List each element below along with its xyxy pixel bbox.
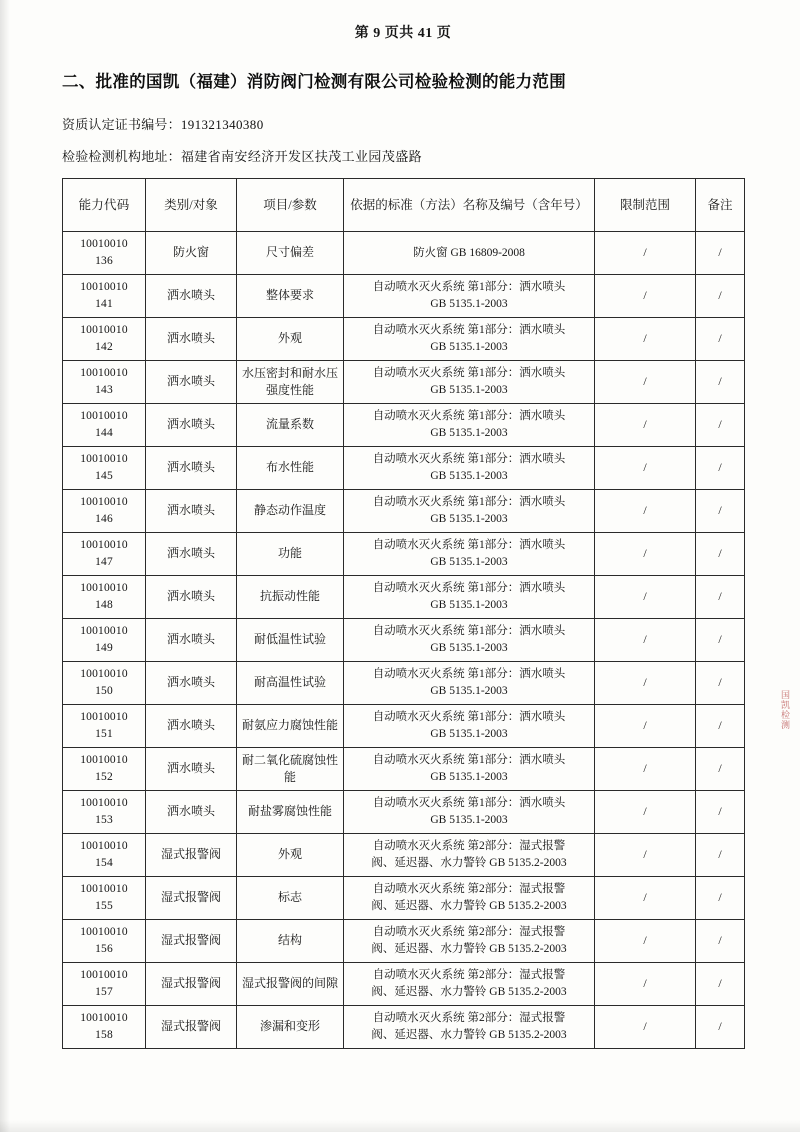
standard-line-2: GB 5135.1-2003 [430, 814, 508, 826]
standard-line-2: 阀、延迟器、水力警铃 GB 5135.2-2003 [371, 1029, 567, 1041]
cell-category: 洒水喷头 [146, 318, 237, 361]
code-line-1: 10010010 [80, 754, 128, 767]
page-header: 第 9 页共 41 页 [354, 26, 452, 41]
column-header-limit: 限制范围 [595, 179, 696, 232]
meta-certificate-number-label: 资质认定证书编号： [62, 117, 181, 132]
meta-address-value: 福建省南安经济开发区扶茂工业园茂盛路 [180, 149, 423, 164]
cell-item: 静态动作温度 [237, 490, 344, 533]
table-row [63, 533, 745, 576]
cell-category: 洒水喷头 [146, 705, 237, 748]
cell-note: / [696, 533, 745, 576]
cell-standard [344, 1006, 595, 1049]
standard-line-1: 自动喷水灭火系统 第1部分：洒水喷头 [372, 797, 566, 810]
code-line-1: 10010010 [80, 625, 128, 638]
cell-code [63, 963, 146, 1006]
column-header-category: 类别/对象 [146, 179, 237, 232]
table-row [63, 318, 745, 361]
standard-line-2: 阀、延迟器、水力警铃 GB 5135.2-2003 [371, 986, 567, 998]
cell-limit: / [595, 361, 696, 404]
code-line-1: 10010010 [80, 926, 128, 939]
cell-limit: / [595, 447, 696, 490]
code-line-1: 10010010 [80, 582, 128, 595]
cell-code [63, 232, 146, 275]
standard-line-2: GB 5135.1-2003 [430, 771, 508, 783]
cell-code [63, 791, 146, 834]
column-header-standard: 依据的标准（方法）名称及编号（含年号） [344, 179, 595, 232]
code-line-2: 149 [95, 642, 113, 654]
standard-line-2: 阀、延迟器、水力警铃 GB 5135.2-2003 [371, 943, 567, 955]
cell-standard [344, 490, 595, 533]
table-row [63, 877, 745, 920]
cell-code [63, 1006, 146, 1049]
cell-category: 湿式报警阀 [146, 834, 237, 877]
cell-limit: / [595, 533, 696, 576]
cell-category: 洒水喷头 [146, 662, 237, 705]
code-line-1: 10010010 [80, 668, 128, 681]
cell-limit: / [595, 490, 696, 533]
cell-limit: / [595, 404, 696, 447]
cell-category: 洒水喷头 [146, 619, 237, 662]
cell-code [63, 619, 146, 662]
standard-line-1: 自动喷水灭火系统 第1部分：洒水喷头 [372, 711, 566, 724]
cell-note: / [696, 576, 745, 619]
cell-category: 洒水喷头 [146, 490, 237, 533]
cell-limit: / [595, 232, 696, 275]
standard-line-1: 自动喷水灭火系统 第1部分：洒水喷头 [372, 668, 566, 681]
code-line-1: 10010010 [80, 797, 128, 810]
standard-line-2: GB 5135.1-2003 [430, 298, 508, 310]
cell-note: / [696, 361, 745, 404]
cell-standard [344, 404, 595, 447]
code-line-2: 143 [95, 384, 113, 396]
cell-limit: / [595, 705, 696, 748]
cell-note: / [696, 1006, 745, 1049]
cell-code [63, 404, 146, 447]
table-row [63, 619, 745, 662]
cell-category: 洒水喷头 [146, 361, 237, 404]
cell-standard [344, 748, 595, 791]
standard-line-2: GB 5135.1-2003 [430, 470, 508, 482]
code-line-2: 141 [95, 298, 113, 310]
code-line-1: 10010010 [80, 883, 128, 896]
cell-limit: / [595, 748, 696, 791]
code-line-1: 10010010 [80, 969, 128, 982]
code-line-1: 10010010 [80, 410, 128, 423]
table-row [63, 576, 745, 619]
meta-address [62, 146, 744, 165]
standard-line-2: GB 5135.1-2003 [430, 728, 508, 740]
cell-code [63, 533, 146, 576]
table-header-row [63, 179, 745, 232]
cell-limit: / [595, 576, 696, 619]
cell-category: 洒水喷头 [146, 791, 237, 834]
code-line-2: 151 [95, 728, 113, 740]
cell-category: 洒水喷头 [146, 447, 237, 490]
cell-standard [344, 576, 595, 619]
cell-note: / [696, 619, 745, 662]
cell-limit: / [595, 920, 696, 963]
cell-code [63, 447, 146, 490]
code-line-2: 156 [95, 943, 113, 955]
cell-standard [344, 361, 595, 404]
cell-item: 尺寸偏差 [237, 232, 344, 275]
table-row [63, 834, 745, 877]
cell-item: 外观 [237, 318, 344, 361]
meta-address-label: 检验检测机构地址： [62, 149, 181, 164]
code-line-2: 144 [95, 427, 113, 439]
side-stamp-text: 国凯检测 [780, 690, 790, 730]
table-row [63, 748, 745, 791]
table-row [63, 232, 745, 275]
code-line-1: 10010010 [80, 539, 128, 552]
standard-line-1: 自动喷水灭火系统 第2部分：湿式报警 [372, 883, 566, 896]
standard-line-2: GB 5135.1-2003 [430, 427, 508, 439]
cell-category: 洒水喷头 [146, 576, 237, 619]
table-row [63, 963, 745, 1006]
column-header-code: 能力代码 [63, 179, 146, 232]
cell-limit: / [595, 619, 696, 662]
code-line-2: 157 [95, 986, 113, 998]
cell-item: 耐盐雾腐蚀性能 [237, 791, 344, 834]
cell-category: 洒水喷头 [146, 748, 237, 791]
cell-standard [344, 275, 595, 318]
code-line-1: 10010010 [80, 1012, 128, 1025]
standard-line-1: 自动喷水灭火系统 第1部分：洒水喷头 [372, 410, 566, 423]
page-edge-shadow-left [0, 0, 10, 1132]
standard-line-1: 自动喷水灭火系统 第1部分：洒水喷头 [372, 324, 566, 337]
code-line-1: 10010010 [80, 453, 128, 466]
standard-line-2: GB 5135.1-2003 [430, 599, 508, 611]
standard-line-1: 自动喷水灭火系统 第1部分：洒水喷头 [372, 539, 566, 552]
cell-limit: / [595, 275, 696, 318]
code-line-2: 148 [95, 599, 113, 611]
cell-category: 湿式报警阀 [146, 963, 237, 1006]
cell-limit: / [595, 877, 696, 920]
code-line-2: 155 [95, 900, 113, 912]
standard-line-2: 阀、延迟器、水力警铃 GB 5135.2-2003 [371, 857, 567, 869]
table-row [63, 662, 745, 705]
cell-standard [344, 920, 595, 963]
code-line-1: 10010010 [80, 367, 128, 380]
standard-line-1: 自动喷水灭火系统 第2部分：湿式报警 [372, 840, 566, 853]
cell-item: 整体要求 [237, 275, 344, 318]
table-row [63, 920, 745, 963]
table-row [63, 490, 745, 533]
cell-code [63, 361, 146, 404]
standard-line-1: 自动喷水灭火系统 第2部分：湿式报警 [372, 1012, 566, 1025]
cell-code [63, 275, 146, 318]
table-row [63, 705, 745, 748]
cell-standard [344, 705, 595, 748]
code-line-1: 10010010 [80, 840, 128, 853]
table-row [63, 361, 745, 404]
code-line-2: 152 [95, 771, 113, 783]
standard-line-1: 自动喷水灭火系统 第2部分：湿式报警 [372, 926, 566, 939]
cell-standard [344, 447, 595, 490]
cell-code [63, 748, 146, 791]
standard-line-2: 阀、延迟器、水力警铃 GB 5135.2-2003 [371, 900, 567, 912]
cell-category: 湿式报警阀 [146, 920, 237, 963]
table-row [63, 1006, 745, 1049]
standard-line-1: 自动喷水灭火系统 第1部分：洒水喷头 [372, 453, 566, 466]
cell-item: 功能 [237, 533, 344, 576]
cell-standard [344, 318, 595, 361]
cell-standard [344, 662, 595, 705]
cell-item: 标志 [237, 877, 344, 920]
cell-item: 渗漏和变形 [237, 1006, 344, 1049]
code-line-2: 158 [95, 1029, 113, 1041]
cell-standard [344, 834, 595, 877]
page-title: 二、批准的国凯（福建）消防阀门检测有限公司检验检测的能力范围 [62, 72, 566, 91]
cell-standard [344, 791, 595, 834]
standard-line-1: 自动喷水灭火系统 第1部分：洒水喷头 [372, 367, 566, 380]
cell-note: / [696, 705, 745, 748]
cell-code [63, 576, 146, 619]
cell-limit: / [595, 791, 696, 834]
code-line-2: 146 [95, 513, 113, 525]
code-line-2: 142 [95, 341, 113, 353]
cell-note: / [696, 232, 745, 275]
cell-item: 耐二氧化硫腐蚀性能 [237, 748, 344, 791]
cell-item: 结构 [237, 920, 344, 963]
cell-code [63, 834, 146, 877]
cell-item: 湿式报警阀的间隙 [237, 963, 344, 1006]
cell-limit: / [595, 1006, 696, 1049]
code-line-2: 147 [95, 556, 113, 568]
standard-line-2: GB 5135.1-2003 [430, 513, 508, 525]
cell-note: / [696, 490, 745, 533]
code-line-1: 10010010 [80, 496, 128, 509]
standard-line-1: 自动喷水灭火系统 第1部分：洒水喷头 [372, 754, 566, 767]
cell-code [63, 877, 146, 920]
table-body [63, 232, 745, 1049]
code-line-2: 145 [95, 470, 113, 482]
cell-standard [344, 232, 595, 275]
column-header-item: 项目/参数 [237, 179, 344, 232]
code-line-1: 10010010 [80, 324, 128, 337]
table-row [63, 404, 745, 447]
standard-line-2: GB 5135.1-2003 [430, 685, 508, 697]
code-line-2: 153 [95, 814, 113, 826]
cell-note: / [696, 791, 745, 834]
cell-note: / [696, 447, 745, 490]
standard-line-2: GB 5135.1-2003 [430, 556, 508, 568]
meta-certificate-number-value: 191321340380 [180, 117, 264, 132]
standard-line-1: 自动喷水灭火系统 第1部分：洒水喷头 [372, 281, 566, 294]
cell-limit: / [595, 318, 696, 361]
code-line-2: 150 [95, 685, 113, 697]
cell-note: / [696, 748, 745, 791]
capability-table [62, 178, 745, 1049]
cell-category: 洒水喷头 [146, 275, 237, 318]
meta-certificate-number [62, 114, 744, 133]
cell-note: / [696, 662, 745, 705]
cell-item: 外观 [237, 834, 344, 877]
code-line-2: 154 [95, 857, 113, 869]
cell-category: 防火窗 [146, 232, 237, 275]
cell-note: / [696, 963, 745, 1006]
code-line-1: 10010010 [80, 711, 128, 724]
page-edge-shadow-bottom [0, 1120, 800, 1132]
code-line-2: 136 [95, 255, 113, 267]
cell-code [63, 490, 146, 533]
standard-line-2: GB 5135.1-2003 [430, 384, 508, 396]
standard-line-1: 自动喷水灭火系统 第1部分：洒水喷头 [372, 496, 566, 509]
cell-item: 布水性能 [237, 447, 344, 490]
cell-item: 耐氨应力腐蚀性能 [237, 705, 344, 748]
column-header-note: 备注 [696, 179, 745, 232]
cell-code [63, 662, 146, 705]
cell-note: / [696, 404, 745, 447]
cell-standard [344, 877, 595, 920]
cell-code [63, 318, 146, 361]
cell-note: / [696, 318, 745, 361]
cell-standard [344, 619, 595, 662]
cell-item: 耐高温性试验 [237, 662, 344, 705]
cell-item: 抗振动性能 [237, 576, 344, 619]
cell-category: 洒水喷头 [146, 533, 237, 576]
cell-item: 流量系数 [237, 404, 344, 447]
cell-limit: / [595, 662, 696, 705]
cell-note: / [696, 834, 745, 877]
cell-limit: / [595, 834, 696, 877]
table-header [63, 179, 745, 232]
code-line-1: 10010010 [80, 281, 128, 294]
table-row [63, 791, 745, 834]
cell-limit: / [595, 963, 696, 1006]
cell-standard [344, 963, 595, 1006]
standard-line-1: 防火窗 GB 16809-2008 [413, 246, 525, 259]
cell-note: / [696, 920, 745, 963]
cell-category: 湿式报警阀 [146, 1006, 237, 1049]
cell-category: 湿式报警阀 [146, 877, 237, 920]
table-row [63, 447, 745, 490]
cell-note: / [696, 877, 745, 920]
code-line-1: 10010010 [80, 238, 128, 251]
standard-line-1: 自动喷水灭火系统 第1部分：洒水喷头 [372, 625, 566, 638]
standard-line-1: 自动喷水灭火系统 第2部分：湿式报警 [372, 969, 566, 982]
cell-note: / [696, 275, 745, 318]
cell-category: 洒水喷头 [146, 404, 237, 447]
cell-code [63, 705, 146, 748]
cell-code [63, 920, 146, 963]
table-row [63, 275, 745, 318]
standard-line-2: GB 5135.1-2003 [430, 642, 508, 654]
cell-standard [344, 533, 595, 576]
standard-line-1: 自动喷水灭火系统 第1部分：洒水喷头 [372, 582, 566, 595]
cell-item: 水压密封和耐水压强度性能 [237, 361, 344, 404]
cell-item: 耐低温性试验 [237, 619, 344, 662]
standard-line-2: GB 5135.1-2003 [430, 341, 508, 353]
